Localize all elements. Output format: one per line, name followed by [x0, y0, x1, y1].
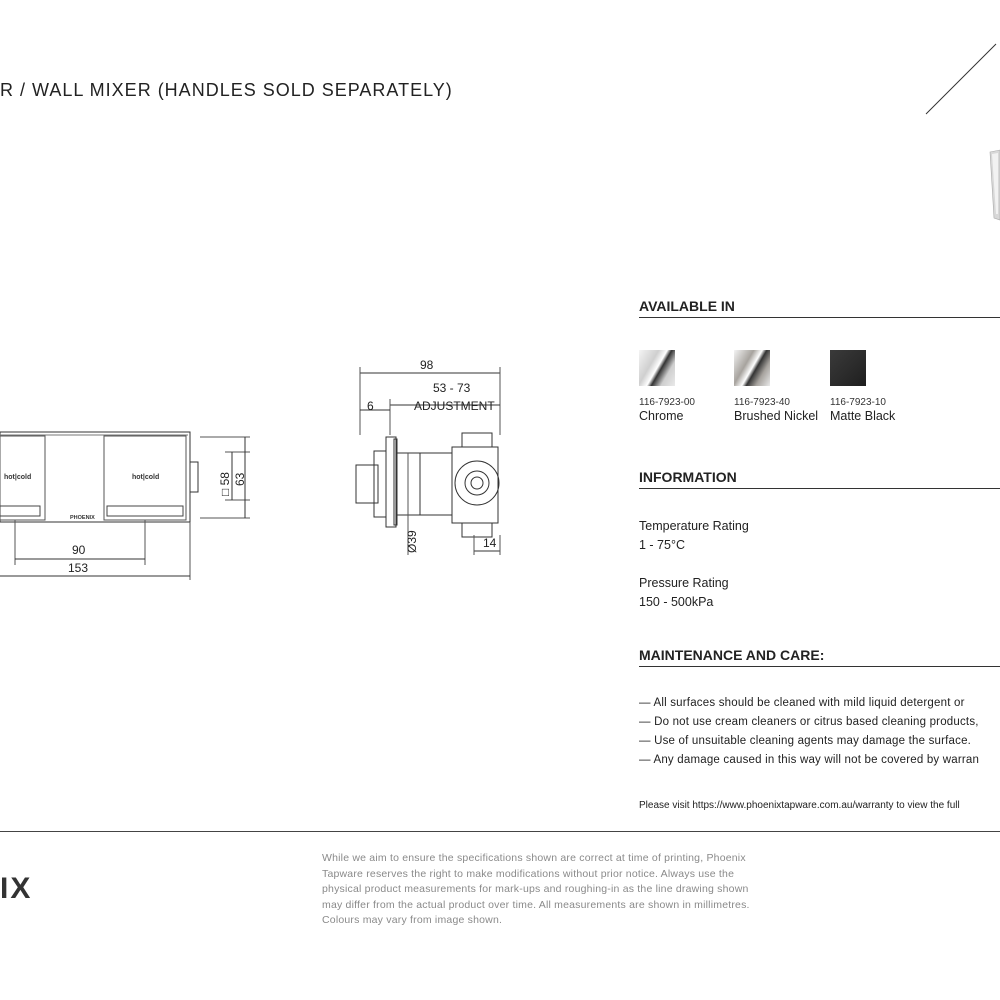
dim-153: 153: [68, 561, 89, 575]
available-heading: AVAILABLE IN: [639, 298, 735, 314]
finish-code: 116-7923-00: [639, 397, 695, 408]
dim-adjustment: ADJUSTMENT: [414, 399, 495, 413]
dim-90: 90: [72, 543, 86, 557]
care-item: — Use of unsuitable cleaning agents may damage the surface.: [639, 735, 972, 747]
product-photo: [990, 150, 1000, 220]
information-heading: INFORMATION: [639, 469, 737, 485]
product-image-area: [900, 30, 1000, 290]
dim-53-73: 53 - 73: [433, 381, 471, 395]
swatch-brushed-nickel[interactable]: [734, 350, 770, 386]
dim-98: 98: [420, 358, 434, 372]
swatch-chrome[interactable]: [639, 350, 675, 386]
side-view-drawing: [350, 355, 520, 565]
maintenance-rule: [639, 666, 1000, 667]
information-rule: [639, 488, 1000, 489]
disclaimer-text: While we aim to ensure the specifications shown are correct at time of printing, Phoenix Tapware reserves the right to make modifications without prior notice. Always use the physical product measurements for mark-ups and roughing-in as the line drawing shown may differ from the actual product over time. All measurements are shown in millimetres. Colours may vary from image shown.: [322, 852, 750, 926]
temperature-value: 1 - 75°C: [639, 538, 685, 552]
swatch-matte-black[interactable]: [830, 350, 866, 386]
dim-39: Ø39: [405, 530, 419, 553]
brand-mark: PHOENIX: [70, 515, 95, 521]
footer-rule: [0, 831, 1000, 832]
finish-name: Chrome: [639, 409, 684, 423]
dim-63: 63: [233, 472, 247, 486]
available-rule: [639, 317, 1000, 318]
front-view-drawing: [0, 420, 260, 580]
dim-14: 14: [483, 536, 497, 550]
care-item: — Any damage caused in this way will not be covered by warran: [639, 754, 980, 766]
warranty-link-text[interactable]: Please visit https://www.phoenixtapware.com.au/warranty to view the full: [639, 800, 960, 811]
finish-name: Brushed Nickel: [734, 409, 819, 423]
finish-code: 116-7923-40: [734, 397, 790, 408]
pressure-value: 150 - 500kPa: [639, 595, 714, 609]
dim-58: □ 58: [218, 472, 232, 496]
hot-cold-left-label: hot|cold: [4, 474, 32, 481]
hot-cold-right-label: hot|cold: [132, 474, 160, 481]
finish-code: 116-7923-10: [830, 397, 886, 408]
dim-6: 6: [367, 399, 374, 413]
maintenance-heading: MAINTENANCE AND CARE:: [639, 647, 825, 663]
page-title: R / WALL MIXER (HANDLES SOLD SEPARATELY): [0, 80, 453, 100]
finish-name: Matte Black: [830, 409, 896, 423]
care-item: — All surfaces should be cleaned with mild liquid detergent or: [639, 697, 965, 709]
brand-logo: IX: [0, 872, 33, 905]
care-item: — Do not use cream cleaners or citrus based cleaning products,: [639, 716, 979, 728]
temperature-label: Temperature Rating: [639, 519, 749, 533]
pressure-label: Pressure Rating: [639, 576, 729, 590]
